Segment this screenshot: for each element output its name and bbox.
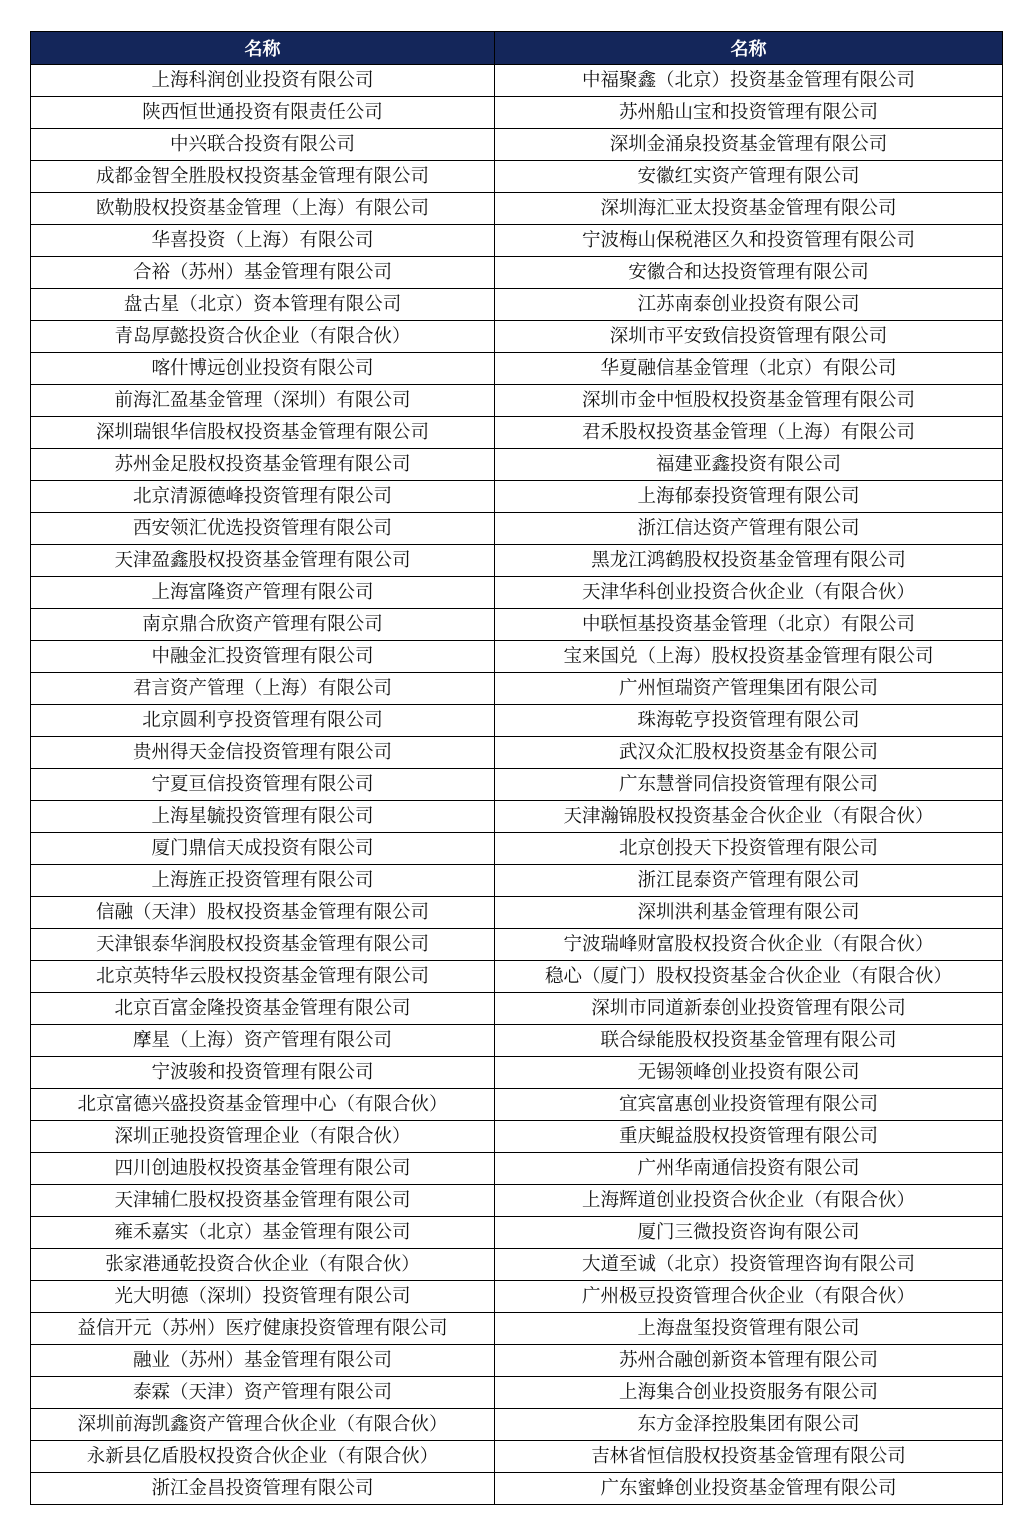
table-row bbox=[31, 1153, 1003, 1185]
company-name-cell-right: 深圳金涌泉投资基金管理有限公司 bbox=[495, 129, 1003, 161]
company-name-cell-left: 深圳瑞银华信股权投资基金管理有限公司 bbox=[31, 417, 495, 449]
company-name-cell-right: 广州极豆投资管理合伙企业（有限合伙） bbox=[495, 1281, 1003, 1313]
company-name-cell-left: 欧勒股权投资基金管理（上海）有限公司 bbox=[31, 193, 495, 225]
company-list-sheet bbox=[30, 31, 1002, 1505]
table-row bbox=[31, 129, 1003, 161]
company-name-cell-right: 苏州合融创新资本管理有限公司 bbox=[495, 1345, 1003, 1377]
table-row bbox=[31, 385, 1003, 417]
company-name-cell-left: 融业（苏州）基金管理有限公司 bbox=[31, 1345, 495, 1377]
company-name-cell-right: 江苏南泰创业投资有限公司 bbox=[495, 289, 1003, 321]
company-name-cell-left: 君言资产管理（上海）有限公司 bbox=[31, 673, 495, 705]
company-name-cell-right: 华夏融信基金管理（北京）有限公司 bbox=[495, 353, 1003, 385]
company-name-cell-right: 北京创投天下投资管理有限公司 bbox=[495, 833, 1003, 865]
company-name-cell-left: 上海星毓投资管理有限公司 bbox=[31, 801, 495, 833]
company-name-cell-right: 武汉众汇股权投资基金有限公司 bbox=[495, 737, 1003, 769]
company-name-cell-left: 陕西恒世通投资有限责任公司 bbox=[31, 97, 495, 129]
table-row bbox=[31, 1409, 1003, 1441]
table-row bbox=[31, 1377, 1003, 1409]
company-name-cell-right: 厦门三微投资咨询有限公司 bbox=[495, 1217, 1003, 1249]
company-name-cell-left: 雍禾嘉实（北京）基金管理有限公司 bbox=[31, 1217, 495, 1249]
company-name-cell-left: 南京鼎合欣资产管理有限公司 bbox=[31, 609, 495, 641]
table-row bbox=[31, 193, 1003, 225]
company-name-cell-left: 苏州金足股权投资基金管理有限公司 bbox=[31, 449, 495, 481]
company-name-cell-right: 联合绿能股权投资基金管理有限公司 bbox=[495, 1025, 1003, 1057]
company-name-cell-left: 北京百富金隆投资基金管理有限公司 bbox=[31, 993, 495, 1025]
company-name-cell-right: 天津华科创业投资合伙企业（有限合伙） bbox=[495, 577, 1003, 609]
table-row bbox=[31, 1121, 1003, 1153]
table-row bbox=[31, 1313, 1003, 1345]
table-row bbox=[31, 801, 1003, 833]
table-row bbox=[31, 961, 1003, 993]
company-name-cell-left: 盘古星（北京）资本管理有限公司 bbox=[31, 289, 495, 321]
company-name-cell-left: 深圳正驰投资管理企业（有限合伙） bbox=[31, 1121, 495, 1153]
company-name-cell-right: 宁波瑞峰财富股权投资合伙企业（有限合伙） bbox=[495, 929, 1003, 961]
company-name-cell-right: 深圳市同道新泰创业投资管理有限公司 bbox=[495, 993, 1003, 1025]
company-name-cell-left: 厦门鼎信天成投资有限公司 bbox=[31, 833, 495, 865]
company-name-cell-right: 大道至诚（北京）投资管理咨询有限公司 bbox=[495, 1249, 1003, 1281]
company-name-cell-left: 浙江金昌投资管理有限公司 bbox=[31, 1473, 495, 1505]
company-name-cell-right: 黑龙江鸿鹤股权投资基金管理有限公司 bbox=[495, 545, 1003, 577]
company-name-cell-left: 成都金智全胜股权投资基金管理有限公司 bbox=[31, 161, 495, 193]
company-name-cell-right: 上海郁泰投资管理有限公司 bbox=[495, 481, 1003, 513]
company-name-cell-left: 永新县亿盾股权投资合伙企业（有限合伙） bbox=[31, 1441, 495, 1473]
company-name-cell-right: 安徽合和达投资管理有限公司 bbox=[495, 257, 1003, 289]
table-row bbox=[31, 737, 1003, 769]
table-header-row bbox=[31, 32, 1003, 65]
company-name-cell-right: 中福聚鑫（北京）投资基金管理有限公司 bbox=[495, 65, 1003, 97]
company-name-cell-left: 青岛厚懿投资合伙企业（有限合伙） bbox=[31, 321, 495, 353]
company-name-cell-right: 稳心（厦门）股权投资基金合伙企业（有限合伙） bbox=[495, 961, 1003, 993]
table-row bbox=[31, 705, 1003, 737]
company-name-cell-right: 天津瀚锦股权投资基金合伙企业（有限合伙） bbox=[495, 801, 1003, 833]
table-row bbox=[31, 993, 1003, 1025]
company-name-cell-left: 西安领汇优选投资管理有限公司 bbox=[31, 513, 495, 545]
table-row bbox=[31, 1281, 1003, 1313]
company-name-cell-left: 上海富隆资产管理有限公司 bbox=[31, 577, 495, 609]
company-name-cell-right: 无锡领峰创业投资有限公司 bbox=[495, 1057, 1003, 1089]
table-row bbox=[31, 353, 1003, 385]
company-name-cell-left: 中融金汇投资管理有限公司 bbox=[31, 641, 495, 673]
company-name-cell-left: 北京英特华云股权投资基金管理有限公司 bbox=[31, 961, 495, 993]
company-name-cell-right: 珠海乾亨投资管理有限公司 bbox=[495, 705, 1003, 737]
company-name-cell-left: 北京清源德峰投资管理有限公司 bbox=[31, 481, 495, 513]
company-name-table bbox=[30, 31, 1003, 1505]
company-name-cell-right: 广东蜜蜂创业投资基金管理有限公司 bbox=[495, 1473, 1003, 1505]
company-name-cell-left: 天津辅仁股权投资基金管理有限公司 bbox=[31, 1185, 495, 1217]
company-name-cell-left: 深圳前海凯鑫资产管理合伙企业（有限合伙） bbox=[31, 1409, 495, 1441]
company-name-cell-right: 浙江信达资产管理有限公司 bbox=[495, 513, 1003, 545]
table-row bbox=[31, 65, 1003, 97]
table-row bbox=[31, 641, 1003, 673]
company-name-cell-right: 广东慧誉同信投资管理有限公司 bbox=[495, 769, 1003, 801]
company-name-cell-left: 信融（天津）股权投资基金管理有限公司 bbox=[31, 897, 495, 929]
table-row bbox=[31, 1185, 1003, 1217]
table-row bbox=[31, 897, 1003, 929]
company-name-cell-right: 福建亚鑫投资有限公司 bbox=[495, 449, 1003, 481]
table-row bbox=[31, 929, 1003, 961]
table-row bbox=[31, 769, 1003, 801]
company-name-cell-left: 贵州得天金信投资管理有限公司 bbox=[31, 737, 495, 769]
table-row bbox=[31, 417, 1003, 449]
table-row bbox=[31, 865, 1003, 897]
company-name-cell-right: 上海辉道创业投资合伙企业（有限合伙） bbox=[495, 1185, 1003, 1217]
company-name-cell-right: 安徽红实资产管理有限公司 bbox=[495, 161, 1003, 193]
table-row bbox=[31, 1345, 1003, 1377]
company-name-cell-left: 上海旌正投资管理有限公司 bbox=[31, 865, 495, 897]
table-row bbox=[31, 481, 1003, 513]
company-name-cell-left: 泰霖（天津）资产管理有限公司 bbox=[31, 1377, 495, 1409]
company-name-cell-left: 益信开元（苏州）医疗健康投资管理有限公司 bbox=[31, 1313, 495, 1345]
company-name-cell-right: 深圳市金中恒股权投资基金管理有限公司 bbox=[495, 385, 1003, 417]
table-row bbox=[31, 1441, 1003, 1473]
company-name-cell-right: 深圳海汇亚太投资基金管理有限公司 bbox=[495, 193, 1003, 225]
table-row bbox=[31, 449, 1003, 481]
table-row bbox=[31, 257, 1003, 289]
company-name-cell-left: 摩星（上海）资产管理有限公司 bbox=[31, 1025, 495, 1057]
company-name-cell-right: 深圳市平安致信投资管理有限公司 bbox=[495, 321, 1003, 353]
company-name-cell-left: 前海汇盈基金管理（深圳）有限公司 bbox=[31, 385, 495, 417]
company-name-cell-right: 君禾股权投资基金管理（上海）有限公司 bbox=[495, 417, 1003, 449]
company-name-cell-right: 东方金泽控股集团有限公司 bbox=[495, 1409, 1003, 1441]
company-name-cell-left: 北京圆利亨投资管理有限公司 bbox=[31, 705, 495, 737]
table-row bbox=[31, 1025, 1003, 1057]
company-name-cell-right: 重庆鲲益股权投资管理有限公司 bbox=[495, 1121, 1003, 1153]
table-row bbox=[31, 577, 1003, 609]
company-name-cell-left: 宁波骏和投资管理有限公司 bbox=[31, 1057, 495, 1089]
company-name-cell-left: 天津盈鑫股权投资基金管理有限公司 bbox=[31, 545, 495, 577]
table-row bbox=[31, 609, 1003, 641]
company-name-cell-left: 喀什博远创业投资有限公司 bbox=[31, 353, 495, 385]
company-name-cell-right: 宜宾富惠创业投资管理有限公司 bbox=[495, 1089, 1003, 1121]
company-name-cell-right: 广州华南通信投资有限公司 bbox=[495, 1153, 1003, 1185]
company-name-cell-right: 广州恒瑞资产管理集团有限公司 bbox=[495, 673, 1003, 705]
company-name-cell-left: 华喜投资（上海）有限公司 bbox=[31, 225, 495, 257]
company-name-cell-left: 光大明德（深圳）投资管理有限公司 bbox=[31, 1281, 495, 1313]
table-row bbox=[31, 97, 1003, 129]
table-row bbox=[31, 1249, 1003, 1281]
company-name-cell-left: 中兴联合投资有限公司 bbox=[31, 129, 495, 161]
company-name-cell-left: 合裕（苏州）基金管理有限公司 bbox=[31, 257, 495, 289]
table-row bbox=[31, 1089, 1003, 1121]
table-row bbox=[31, 1057, 1003, 1089]
company-name-cell-left: 四川创迪股权投资基金管理有限公司 bbox=[31, 1153, 495, 1185]
company-name-cell-right: 浙江昆泰资产管理有限公司 bbox=[495, 865, 1003, 897]
company-name-cell-right: 深圳洪利基金管理有限公司 bbox=[495, 897, 1003, 929]
table-row bbox=[31, 545, 1003, 577]
table-row bbox=[31, 289, 1003, 321]
table-row bbox=[31, 1473, 1003, 1505]
company-name-cell-right: 宁波梅山保税港区久和投资管理有限公司 bbox=[495, 225, 1003, 257]
table-row bbox=[31, 161, 1003, 193]
company-name-cell-left: 上海科润创业投资有限公司 bbox=[31, 65, 495, 97]
company-name-cell-right: 宝来国兑（上海）股权投资基金管理有限公司 bbox=[495, 641, 1003, 673]
column-header-name-right: 名称 bbox=[495, 32, 1003, 65]
company-name-cell-right: 上海集合创业投资服务有限公司 bbox=[495, 1377, 1003, 1409]
company-name-cell-left: 天津银泰华润股权投资基金管理有限公司 bbox=[31, 929, 495, 961]
company-name-cell-left: 张家港通乾投资合伙企业（有限合伙） bbox=[31, 1249, 495, 1281]
table-row bbox=[31, 321, 1003, 353]
company-name-cell-right: 上海盘玺投资管理有限公司 bbox=[495, 1313, 1003, 1345]
column-header-name-left: 名称 bbox=[31, 32, 495, 65]
company-name-cell-right: 中联恒基投资基金管理（北京）有限公司 bbox=[495, 609, 1003, 641]
company-name-cell-right: 吉林省恒信股权投资基金管理有限公司 bbox=[495, 1441, 1003, 1473]
table-row bbox=[31, 1217, 1003, 1249]
table-row bbox=[31, 513, 1003, 545]
table-body bbox=[31, 65, 1003, 1505]
table-row bbox=[31, 225, 1003, 257]
company-name-cell-right: 苏州船山宝和投资管理有限公司 bbox=[495, 97, 1003, 129]
company-name-cell-left: 北京富德兴盛投资基金管理中心（有限合伙） bbox=[31, 1089, 495, 1121]
table-row bbox=[31, 673, 1003, 705]
company-name-cell-left: 宁夏亘信投资管理有限公司 bbox=[31, 769, 495, 801]
table-row bbox=[31, 833, 1003, 865]
